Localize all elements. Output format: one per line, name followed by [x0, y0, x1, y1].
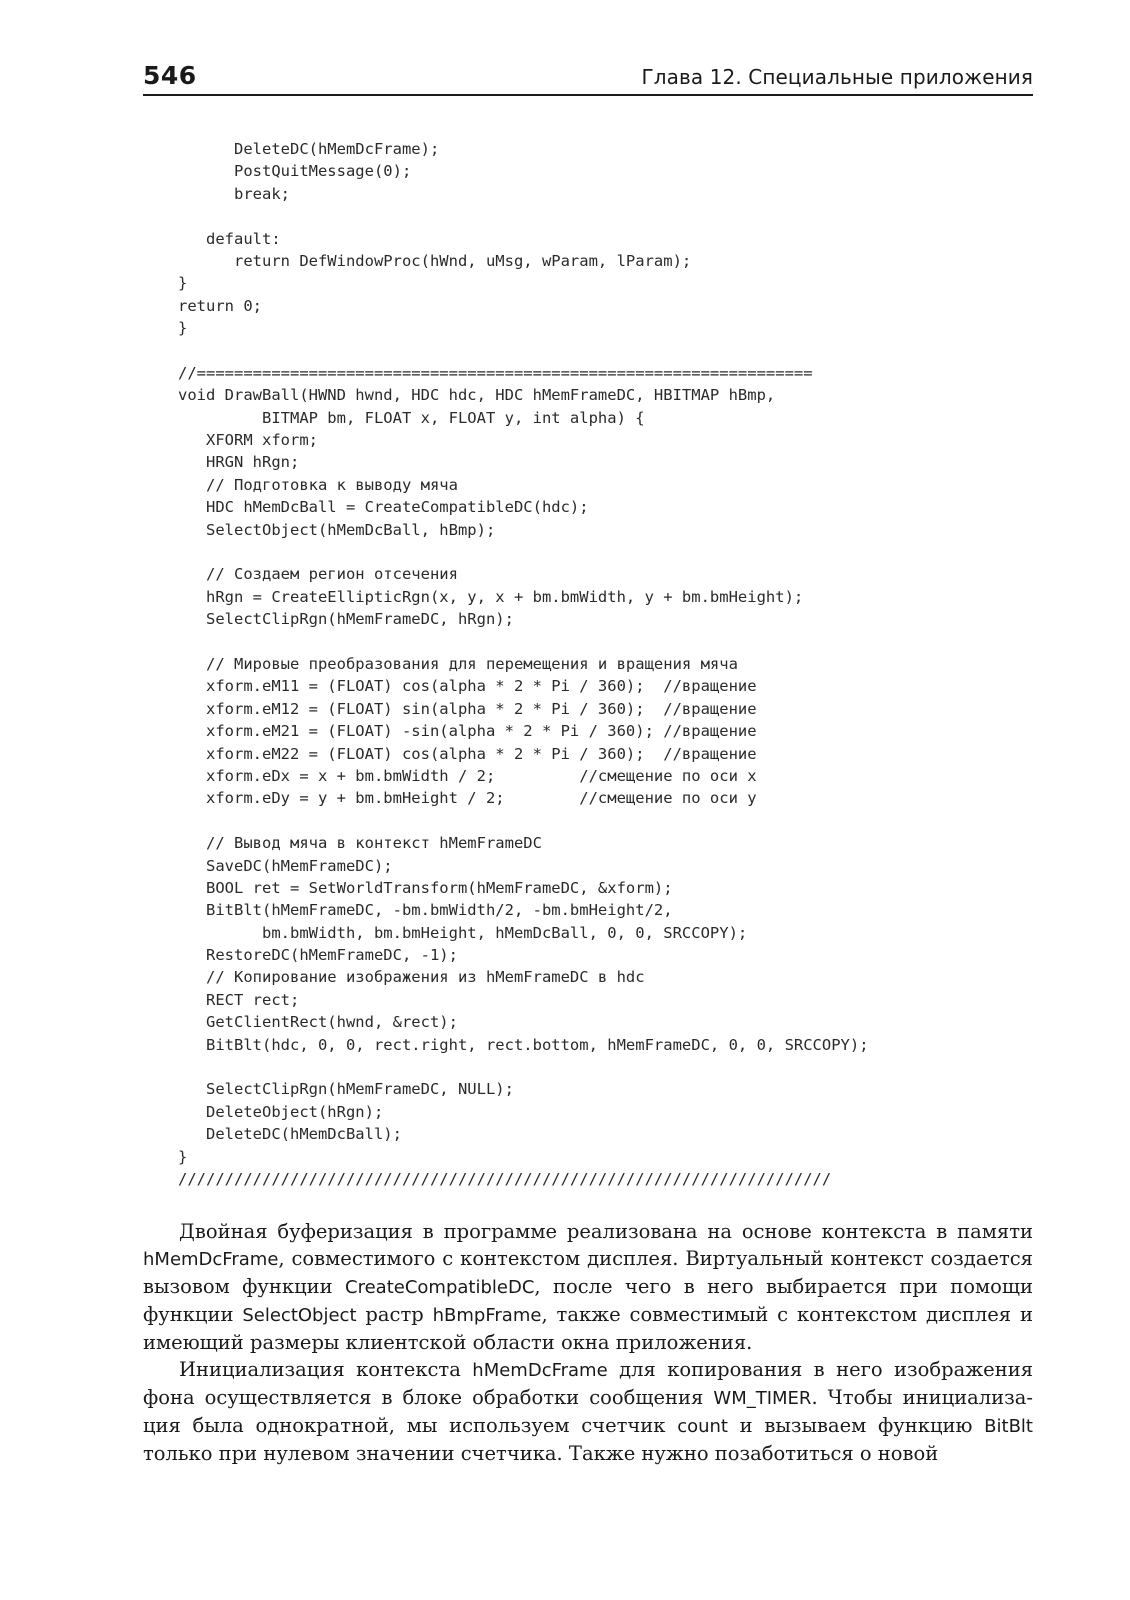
code-line: xform.eDy = y + bm.bmHeight / 2; //смещение по оси y — [178, 789, 757, 808]
code-line: } — [178, 1147, 188, 1166]
inline-code-function: SelectObject — [242, 1305, 357, 1326]
inline-code-identifier: count — [677, 1416, 728, 1437]
code-line: SelectClipRgn(hMemFrameDC, NULL); — [178, 1080, 514, 1099]
inline-code-function: BitBlt — [984, 1416, 1033, 1437]
code-line — [178, 631, 869, 653]
code-line: break; — [178, 184, 290, 203]
code-line: xform.eM12 = (FLOAT) sin(alpha * 2 * Pi / 360); //вращение — [178, 699, 757, 718]
code-line: xform.eDx = x + bm.bmWidth / 2; //смещение по оси x — [178, 766, 757, 785]
text-run: , также совместимый с контекстом дисплея и имеющий размеры клиентской области окна приложения. — [143, 1303, 1033, 1354]
code-line: xform.eM22 = (FLOAT) cos(alpha * 2 * Pi / 360); //вращение — [178, 744, 757, 763]
code-line: // Копирование изображения из hMemFrameDC в hdc — [178, 968, 645, 987]
text-run: растр — [356, 1303, 433, 1326]
text-run: , после чего в него выбирается при помощи функции — [143, 1275, 1033, 1326]
text-run: . Чтобы инициализация была однократной, мы используем счетчик — [143, 1386, 1033, 1437]
code-line: xform.eM21 = (FLOAT) -sin(alpha * 2 * Pi / 360); //вращение — [178, 722, 757, 741]
code-line — [178, 1056, 869, 1078]
inline-code-identifier: hMemDcFrame — [143, 1249, 279, 1270]
code-line: BITMAP bm, FLOAT x, FLOAT y, int alpha) { — [178, 408, 645, 427]
code-line: HRGN hRgn; — [178, 453, 300, 472]
code-line: GetClientRect(hwnd, &rect); — [178, 1013, 458, 1032]
code-line: //================================================================== — [178, 363, 813, 382]
code-line: default: — [178, 229, 281, 248]
code-line — [178, 340, 869, 362]
code-line — [178, 810, 869, 832]
body-text — [143, 1218, 1033, 1467]
code-line: SelectClipRgn(hMemFrameDC, hRgn); — [178, 610, 514, 629]
code-line: } — [178, 274, 188, 293]
code-line: SelectObject(hMemDcBall, hBmp); — [178, 520, 496, 539]
code-line: return 0; — [178, 296, 262, 315]
paragraph — [143, 1356, 1033, 1467]
code-line: HDC hMemDcBall = CreateCompatibleDC(hdc); — [178, 498, 589, 517]
inline-code-message: WM_TIMER — [713, 1388, 812, 1409]
code-listing — [178, 138, 869, 1190]
code-line: PostQuitMessage(0); — [178, 162, 412, 181]
inline-code-identifier: hBmpFrame — [432, 1305, 542, 1326]
text-run: Инициализация контекста — [179, 1358, 473, 1381]
code-line: BitBlt(hMemFrameDC, -bm.bmWidth/2, -bm.bmHeight/2, — [178, 901, 673, 920]
text-run: , совместимого с контекстом дисплея. Виртуальный контекст создается вызовом функции — [143, 1247, 1033, 1298]
code-line: return DefWindowProc(hWnd, uMsg, wParam, lParam); — [178, 251, 692, 270]
code-line — [178, 205, 869, 227]
code-line: RestoreDC(hMemFrameDC, -1); — [178, 946, 458, 965]
code-line: BitBlt(hdc, 0, 0, rect.right, rect.bottom, hMemFrameDC, 0, 0, SRCCOPY); — [178, 1035, 869, 1054]
code-line: DeleteDC(hMemDcFrame); — [178, 140, 440, 158]
code-line: // Вывод мяча в контекст hMemFrameDC — [178, 834, 542, 853]
code-line: ////////////////////////////////////////////////////////////////////// — [178, 1169, 832, 1188]
code-line: DeleteObject(hRgn); — [178, 1102, 384, 1121]
code-line: SaveDC(hMemFrameDC); — [178, 856, 393, 875]
inline-code-function: CreateCompatibleDC — [345, 1277, 535, 1298]
code-line: DeleteDC(hMemDcBall); — [178, 1125, 402, 1144]
code-line: XFORM xform; — [178, 431, 318, 450]
code-line: // Создаем регион отсечения — [178, 565, 458, 584]
code-line: // Мировые преобразования для перемещения и вращения мяча — [178, 654, 738, 673]
code-line — [178, 541, 869, 563]
text-run: и вызываем функцию — [727, 1414, 985, 1437]
text-run: для копирования в него изображения фона осуществляется в блоке обработки сообщения — [143, 1358, 1033, 1409]
code-line: void DrawBall(HWND hwnd, HDC hdc, HDC hMemFrameDC, HBITMAP hBmp, — [178, 386, 776, 405]
code-line: BOOL ret = SetWorldTransform(hMemFrameDC, &xform); — [178, 878, 673, 897]
paragraph — [143, 1218, 1033, 1356]
code-line: // Подготовка к выводу мяча — [178, 475, 458, 494]
inline-code-identifier: hMemDcFrame — [472, 1360, 608, 1381]
code-line: bm.bmWidth, bm.bmHeight, hMemDcBall, 0, 0, SRCCOPY); — [178, 923, 748, 942]
chapter-title: Глава 12. Специальные приложения — [641, 65, 1033, 89]
text-run: только при нулевом значении счетчика. Также нужно позаботиться о новой — [143, 1442, 939, 1465]
page-number: 546 — [143, 61, 197, 90]
code-line: xform.eM11 = (FLOAT) cos(alpha * 2 * Pi / 360); //вращение — [178, 677, 757, 696]
code-line: hRgn = CreateEllipticRgn(x, y, x + bm.bmWidth, y + bm.bmHeight); — [178, 587, 804, 606]
code-line: RECT rect; — [178, 990, 300, 1009]
text-run: Двойная буферизация в программе реализована на основе контекста в памяти — [179, 1220, 1033, 1243]
running-head — [143, 60, 1033, 96]
code-line: } — [178, 319, 188, 338]
